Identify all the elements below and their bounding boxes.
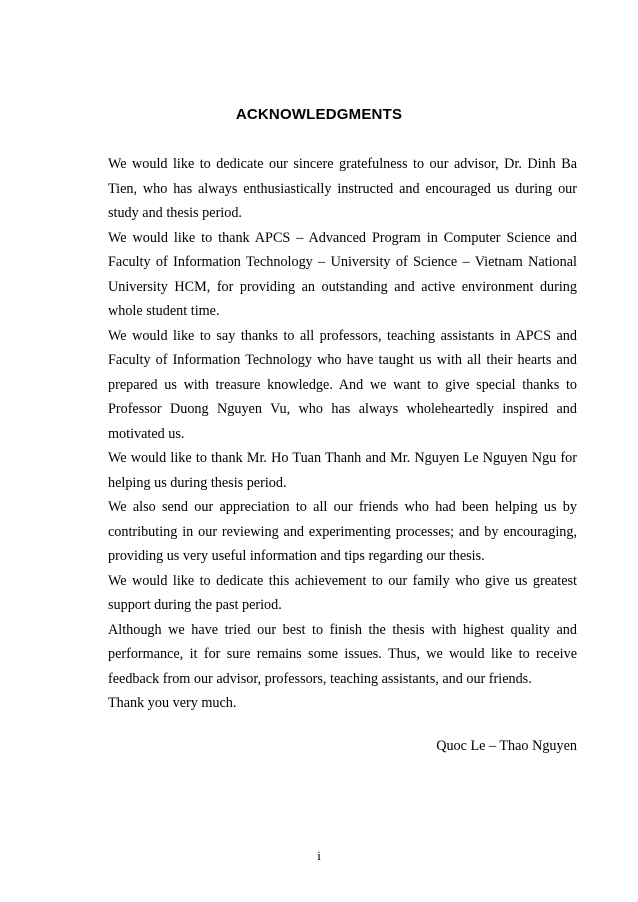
- page-title: ACKNOWLEDGMENTS: [235, 106, 403, 123]
- paragraph-thanks: Thank you very much.: [108, 695, 237, 711]
- paragraph-mentors: We would like to thank Mr. Ho Tuan Thanh and Mr. Nguyen Le Nguyen Ngu for helping us during thesis period.: [108, 450, 577, 491]
- acknowledgment-body: [108, 152, 577, 716]
- paragraph-feedback: Although we have tried our best to finish the thesis with highest quality and performance, it for sure remains some issues. Thus, we would like to receive feedback from our advisor, professors, teaching assistants, and our friends.: [108, 621, 577, 687]
- author-signature: Quoc Le – Thao Nguyen: [436, 738, 577, 754]
- paragraph-apcs: We would like to thank APCS – Advanced Program in Computer Science and Faculty of Information Technology – University of Science – Vietnam National University HCM, for providing an outstanding and active environment during whole student time.: [108, 229, 577, 319]
- paragraph-family: We would like to dedicate this achievement to our family who give us greatest support during the past period.: [108, 572, 577, 613]
- page-number: i: [317, 848, 321, 863]
- paragraph-advisor: We would like to dedicate our sincere gratefulness to our advisor, Dr. Dinh Ba Tien, who has always enthusiastically instructed and encouraged us during our study and thesis period.: [108, 156, 577, 221]
- paragraph-professors: We would like to say thanks to all professors, teaching assistants in APCS and Faculty of Information Technology who have taught us with all their hearts and prepared us with treasure knowledge. And we want to give special thanks to Professor Duong Nguyen Vu, who has always wholeheartedly inspired and motivated us.: [108, 327, 577, 442]
- paragraph-friends: We also send our appreciation to all our friends who had been helping us by contributing in our reviewing and experimenting processes; and by encouraging, providing us very useful information and tips regarding our thesis.: [108, 499, 577, 564]
